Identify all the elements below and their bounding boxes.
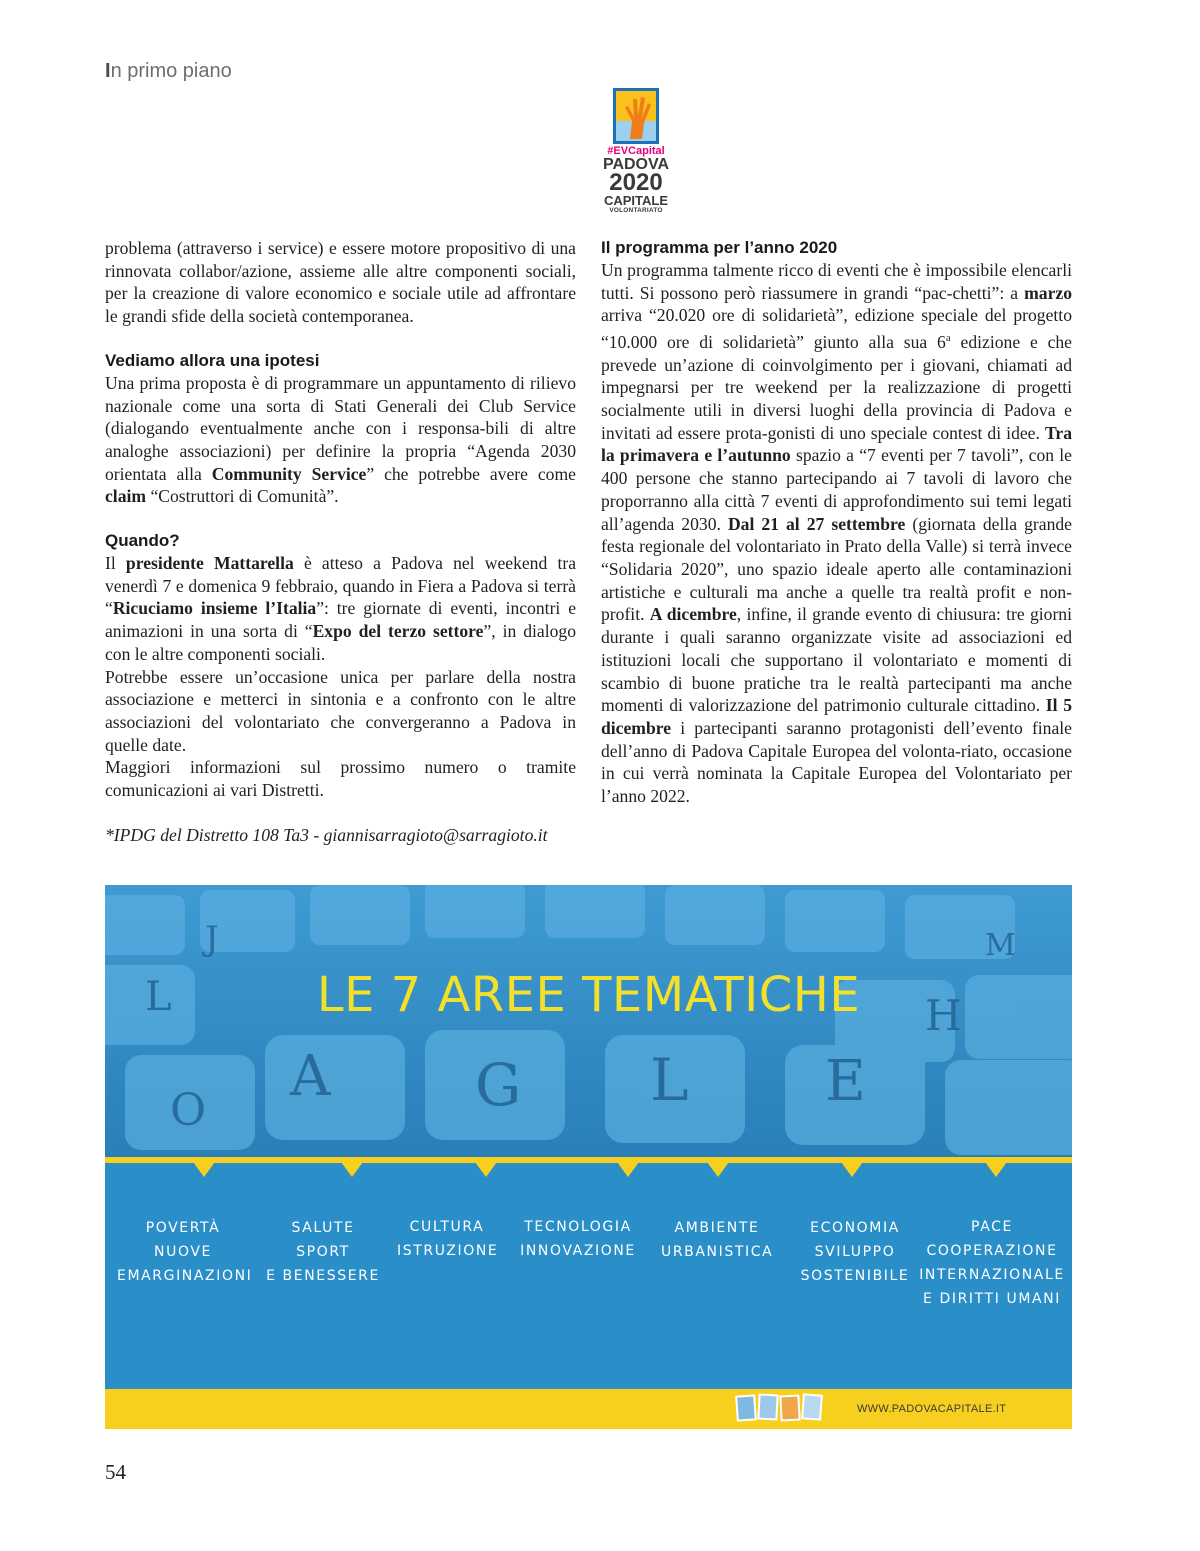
author-note: *IPDG del Distretto 108 Ta3 - giannisarragioto@sarragioto.it [105, 824, 548, 845]
svg-text:M: M [985, 928, 1016, 963]
intro-paragraph: problema (attraverso i service) e essere motore propositivo di una rinnovata collabor/azione, assieme alle altre componenti sociali, per la creazione di valore economico e sociale utile ad affrontare le grandi sfide della società contemporanea. [105, 238, 576, 327]
aree-tematiche-banner [105, 885, 1072, 1429]
area-ambiente: AMBIENTE URBANISTICA [661, 1220, 774, 1260]
area-marker [707, 1162, 729, 1177]
area-marker [841, 1162, 863, 1177]
heading-ipotesi: Vediamo allora una ipotesi [105, 350, 320, 370]
ipotesi-paragraph: Una prima proposta è di programmare un appuntamento di rilievo nazionale come una sorta di Stati Generali dei Club Service (dialogando eventualmente anche con i responsa-bili di altre analoghe associazioni) per definire la propria “Agenda 2030 orientata alla Community Service” che potrebbe avere come claim “Costruttori di Comunità”. [105, 372, 576, 507]
area-pace: PACE COOPERAZIONE INTERNAZIONALE E DIRITTI UMANI [919, 1219, 1065, 1307]
website-url: WWW.PADOVACAPITALE.IT [857, 1403, 1007, 1415]
page-number: 54 [105, 1460, 126, 1484]
occasione-paragraph: Potrebbe essere un’occasione unica per parlare della nostra associazione e metterci in sintonia e a confronto con le altre associazioni del volontariato che convergeranno a Padova in quelle date. [105, 666, 576, 755]
area-poverta: POVERTÀ NUOVE EMARGINAZIONI [117, 1220, 253, 1284]
svg-text:J: J [205, 919, 219, 959]
heading-quando: Quando? [105, 531, 180, 551]
logo-line-capitale: CAPITALE [603, 193, 669, 208]
area-economia: ECONOMIA SVILUPPO SOSTENIBILE [800, 1220, 910, 1284]
area-cultura: CULTURA ISTRUZIONE [397, 1219, 499, 1259]
info-paragraph: Maggiori informazioni sul prossimo numero o tramite comunicazioni ai vari Distretti. [105, 757, 576, 801]
area-marker [985, 1162, 1007, 1177]
svg-text:G: G [475, 1051, 522, 1119]
padova-2020-logo [598, 88, 674, 215]
timeline-line [105, 1157, 1072, 1163]
programma-paragraph: Un programma talmente ricco di eventi che è impossibile elencarli tutti. Si possono però riassumere in grandi “pac-chetti”: a marzo arriva “20.020 ore di solidarietà”, edizione speciale del progetto “10.000 ore di solidarietà” giunto alla sua 6$^a$ edizione e che prevede un’azione di coinvolgimento per i giovani, chiamati ad impegnarsi per tre weekend per la realizzazione di progetti socialmente utili in diversi luoghi della provincia di Padova e invitati ad essere prota-gonisti di uno speciale contest di idee. Tra la primavera e l’autunno spazio a “7 eventi per 7 tavoli”, con le 400 persone che stanno partecipando ai 7 tavoli di lavoro che proporranno alla città 7 eventi di approfondimento sui temi legati all’agenda 2030. Dal 21 al 27 settembre (giornata della grande festa regionale del volontariato in Prato della Valle) si terrà invece “Solidaria 2020”, uno spazio ideale aperto alle contaminazioni artistiche e culturali ma anche a quelle tra realtà profit e non-profit. A dicembre, infine, il grande evento di chiusura: tre giorni durante i quali saranno organizzate visite ad associazioni ed istituzioni locali che supportano il volontariato e momenti di scambio di buone pratiche tra le realtà partecipanti ma anche momenti di valorizzazione del patrimonio culturale cittadino. Il 5 dicembre i partecipanti saranno protagonisti dell’evento finale dell’anno di Padova Capitale Europea del volonta-riato, occasione in cui verrà nominata la Capitale Europea del Volontariato per l’anno 2022. [601, 260, 1072, 807]
right-column [601, 237, 1072, 808]
logo-hashtag: #EVCapital [607, 145, 665, 157]
campaign-thumbnails-icon [733, 1392, 829, 1428]
svg-text:L: L [650, 1046, 689, 1114]
hand-logo-icon [613, 88, 659, 144]
section-label-initial: I [105, 60, 111, 82]
logo-line-year: 2020 [609, 169, 663, 196]
area-marker [617, 1162, 639, 1177]
svg-text:L: L [145, 974, 172, 1020]
banner-title: LE 7 AREE TEMATICHE [316, 967, 861, 1023]
section-label-rest: n primo piano [110, 60, 232, 82]
heading-programma: Il programma per l’anno 2020 [601, 238, 838, 257]
svg-text:A: A [290, 1044, 331, 1109]
banner-footer [105, 1389, 1072, 1429]
logo-line-padova: PADOVA [602, 156, 670, 173]
svg-text:O: O [170, 1085, 207, 1136]
area-marker [193, 1162, 215, 1177]
area-tecnologia: TECNOLOGIA INNOVAZIONE [520, 1219, 636, 1259]
left-column [105, 237, 576, 846]
area-marker [341, 1162, 363, 1177]
svg-text:H: H [925, 991, 962, 1040]
logo-line-volontariato: VOLONTARIATO [609, 207, 663, 214]
svg-text:E: E [825, 1049, 866, 1114]
area-marker [475, 1162, 497, 1177]
section-label [105, 60, 232, 83]
quando-paragraph: Il presidente Mattarella è atteso a Padova nel weekend tra venerdì 7 e domenica 9 febbraio, quando in Fiera a Padova si terrà “Ricuciamo insieme l’Italia”: tre giornate di eventi, incontri e animazioni in una sorta di “Expo del terzo settore”, in dialogo con le altre componenti sociali. [105, 553, 577, 664]
area-salute: SALUTE SPORT E BENESSERE [266, 1220, 380, 1284]
